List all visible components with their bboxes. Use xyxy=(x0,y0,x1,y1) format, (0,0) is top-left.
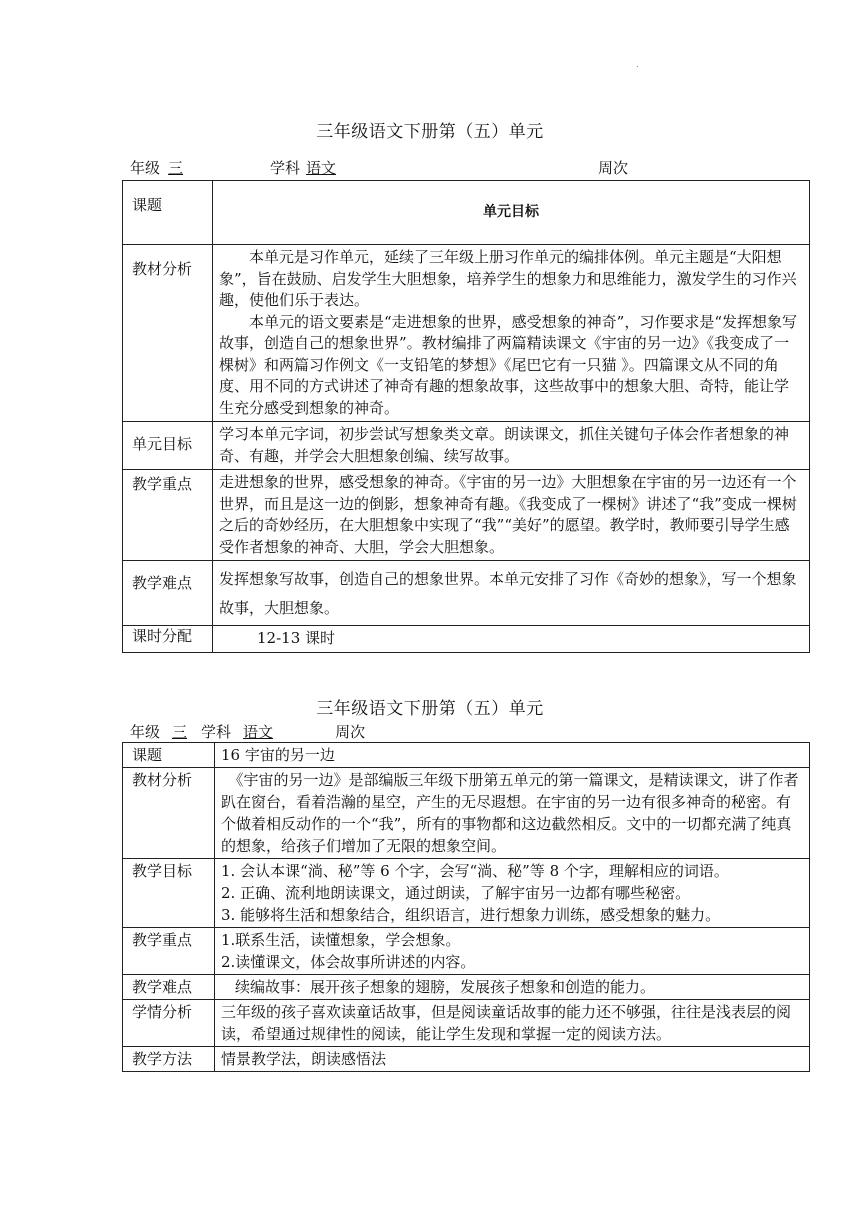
analysis-paragraph-2: 本单元的语文要素是“走进想象的世界，感受想象的神奇”，习作要求是“发挥想象写故事，创造自己的想象世界”。教材编排了两篇精读课文《宇宙的另一边》《我变成了一棵树》和两篇习作例文《一支铅笔的梦想》《尾巴它有一只猫 》。四篇课文从不同的角度、用不同的方式讲述了神奇有趣的想象故事，这些故事中的想象大胆、奇特，能让学生充分感受到想象的神奇。 xyxy=(219,312,798,417)
analysis-value: 《宇宙的另一边》是部编版三年级下册第五单元的第一篇课文，是精读课文，讲了作者趴在窗台，看着浩瀚的星空，产生的无尽遐想。在宇宙的另一边有很多神奇的秘密。有个做着相反动作的一个“我”，所有的事物都和这边截然相反。文中的一切都充满了纯真的想象，给孩子们增加了无限的想象空间。 xyxy=(215,768,810,859)
topic-label: 课题 xyxy=(123,181,213,245)
grade-value: 三 xyxy=(172,723,188,741)
topic-label: 课题 xyxy=(123,743,215,768)
analysis-label: 教材分析 xyxy=(123,245,213,422)
objective-item-2: 2. 正确、流利地朗读课文，通过朗读，了解宇宙另一边都有哪些秘密。 xyxy=(221,884,691,902)
week-blank xyxy=(628,159,688,177)
analysis-label: 教材分析 xyxy=(123,768,215,859)
key-value: 走进想象的世界，感受想象的神奇。《宇宙的另一边》大胆想象在宇宙的另一边还有一个世界，而且是这一边的倒影，想象神奇有趣。《我变成了一棵树》讲述了“我”变成一棵树之后的奇妙经历，在大胆想象中实现了“我”“美好”的愿望。教学时，教师要引导学生感受作者想象的神奇、大胆，学会大胆想象。 xyxy=(213,470,810,561)
key-item-2: 2.读懂课文，体会故事所讲述的内容。 xyxy=(221,953,476,971)
table-row xyxy=(123,561,810,626)
header-dot: . xyxy=(636,60,639,69)
table-row xyxy=(123,743,810,768)
table-row xyxy=(123,626,810,653)
section1-week-line xyxy=(598,157,688,178)
table-row xyxy=(123,1047,810,1072)
key-item-1: 1.联系生活，读懂想象，学会想象。 xyxy=(221,931,461,949)
topic-value: 单元目标 xyxy=(213,181,810,245)
difficulty-label: 教学难点 xyxy=(123,975,215,1000)
grade-value: 三 xyxy=(168,159,184,177)
week-label: 周次 xyxy=(598,159,629,177)
section2-info-line xyxy=(130,721,427,742)
grade-label: 年级 xyxy=(130,159,161,177)
table-row xyxy=(123,181,810,245)
hours-label: 课时分配 xyxy=(123,626,213,653)
analysis-paragraph-1: 本单元是习作单元，延续了三年级上册习作单元的编排体例。单元主题是“大阳想象”，旨在鼓励、启发学生大胆想象，培养学生的想象力和思维能力，激发学生的习作兴趣，使他们乐于表达。 xyxy=(219,248,797,309)
analysis-cell xyxy=(213,245,810,422)
objective-item-1: 1. 会认本课“淌、秘”等 6 个字，会写“淌、秘”等 8 个字，理解相应的词语。 xyxy=(221,862,729,880)
method-value: 情景教学法，朗读感悟法 xyxy=(215,1047,810,1072)
table-row xyxy=(123,975,810,1000)
learner-value: 三年级的孩子喜欢读童话故事，但是阅读童话故事的能力还不够强，往往是浅表层的阅读，希望通过规律性的阅读，能让学生发现和掌握一定的阅读方法。 xyxy=(215,1000,810,1047)
subject-label: 学科 xyxy=(270,159,301,177)
section2-title: 三年级语文下册第（五）单元 xyxy=(316,699,544,719)
table-row xyxy=(123,928,810,975)
week-label: 周次 xyxy=(335,723,366,741)
table-row xyxy=(123,422,810,470)
section1-subject-line xyxy=(270,157,348,178)
objective-item-3: 3. 能够将生活和想象结合，组织语言，进行想象力训练，感受想象的魅力。 xyxy=(221,906,721,924)
section1-title: 三年级语文下册第（五）单元 xyxy=(316,122,544,142)
table-row xyxy=(123,470,810,561)
difficulty-value: 续编故事：展开孩子想象的翅膀，发展孩子想象和创造的能力。 xyxy=(215,975,810,1000)
lesson-table xyxy=(122,742,810,1072)
key-cell xyxy=(215,928,810,975)
objective-cell xyxy=(215,859,810,928)
grade-label: 年级 xyxy=(130,723,161,741)
learner-label: 学情分析 xyxy=(123,1000,215,1047)
section1-info-line xyxy=(130,157,195,178)
goal-value: 学习本单元字词，初步尝试写想象类文章。朗读课文，抓住关键句子体会作者想象的神奇、有趣，并学会大胆想象创编、续写故事。 xyxy=(213,422,810,470)
key-label: 教学重点 xyxy=(123,470,213,561)
difficulty-value: 发挥想象写故事，创造自己的想象世界。本单元安排了习作《奇妙的想象》，写一个想象故事，大胆想象。 xyxy=(213,561,810,626)
hours-value: 12-13 课时 xyxy=(213,626,810,653)
table-row xyxy=(123,768,810,859)
topic-value: 16 宇宙的另一边 xyxy=(215,743,810,768)
method-label: 教学方法 xyxy=(123,1047,215,1072)
difficulty-label: 教学难点 xyxy=(123,561,213,626)
unit-goal-table xyxy=(122,180,810,653)
subject-value: 语文 xyxy=(243,723,274,741)
goal-label: 单元目标 xyxy=(123,422,213,470)
table-row xyxy=(123,245,810,422)
subject-label: 学科 xyxy=(201,723,232,741)
table-row xyxy=(123,859,810,928)
week-blank xyxy=(365,723,427,741)
subject-value: 语文 xyxy=(306,159,337,177)
key-label: 教学重点 xyxy=(123,928,215,975)
objective-label: 教学目标 xyxy=(123,859,215,928)
table-row xyxy=(123,1000,810,1047)
